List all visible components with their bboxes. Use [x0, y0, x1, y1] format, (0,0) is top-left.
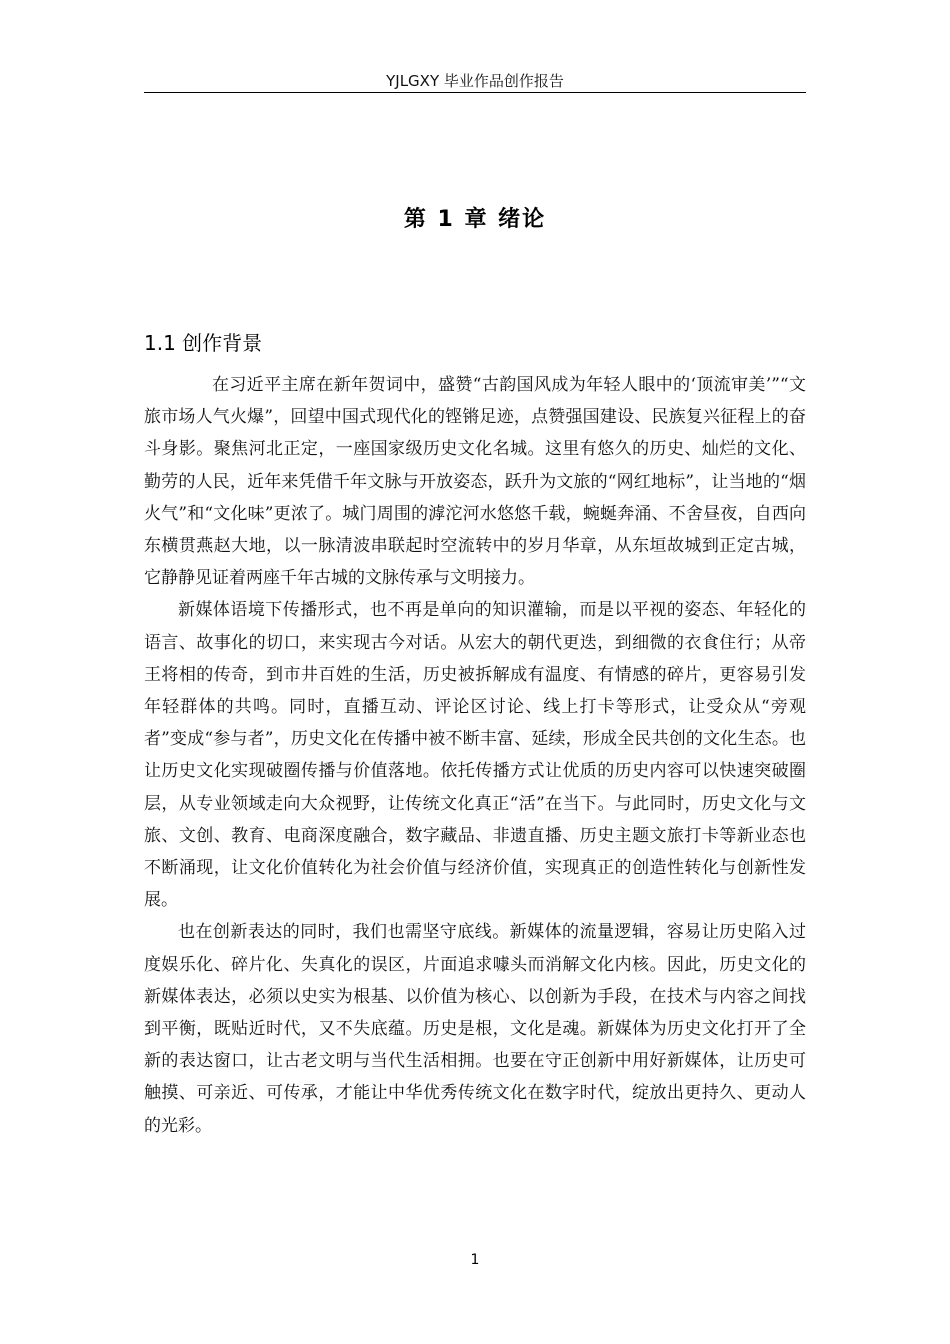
paragraph: 新媒体语境下传播形式，也不再是单向的知识灌输，而是以平视的姿态、年轻化的语言、故事化的切口，来实现古今对话。从宏大的朝代更迭，到细微的衣食住行；从帝王将相的传奇，到市井百姓的生活，历史被拆解成有温度、有情感的碎片，更容易引发年轻群体的共鸣。同时，直播互动、评论区讨论、线上打卡等形式，让受众从“旁观者”变成“参与者”，历史文化在传播中被不断丰富、延续，形成全民共创的文化生态。也让历史文化实现破圈传播与价值落地。依托传播方式让优质的历史内容可以快速突破圈层，从专业领域走向大众视野，让传统文化真正“活”在当下。与此同时，历史文化与文旅、文创、教育、电商深度融合，数字藏品、非遗直播、历史主题文旅打卡等新业态也不断涌现，让文化价值转化为社会价值与经济价值，实现真正的创造性转化与创新性发展。 — [144, 600, 806, 911]
paragraph: 也在创新表达的同时，我们也需坚守底线。新媒体的流量逻辑，容易让历史陷入过度娱乐化、碎片化、失真化的误区，片面追求噱头而消解文化内核。因此，历史文化的新媒体表达，必须以史实为根基、以价值为核心、以创新为手段，在技术与内容之间找到平衡，既贴近时代，又不失底蕴。历史是根，文化是魂。新媒体为历史文化打开了全新的表达窗口，让古老文明与当代生活相拥。也要在守正创新中用好新媒体，让历史可触摸、可亲近、可传承，才能让中华优秀传统文化在数字时代，绽放出更持久、更动人的光彩。 — [144, 922, 806, 1136]
page-number: 1 — [470, 1252, 480, 1268]
header-divider — [144, 92, 806, 93]
paragraph: 在习近平主席在新年贺词中，盛赞“古韵国风成为年轻人眼中的‘顶流审美’”“文旅市场人气火爆”，回望中国式现代化的铿锵足迹，点赞强国建设、民族复兴征程上的奋斗身影。聚焦河北正定，一座国家级历史文化名城。这里有悠久的历史、灿烂的文化、勤劳的人民，近年来凭借千年文脉与开放姿态，跃升为文旅的“网红地标”，让当地的“烟火气”和“文化味”更浓了。城门周围的滹沱河水悠悠千载，蜿蜒奔涌、不舍昼夜，自西向东横贯燕赵大地，以一脉清波串联起时空流转中的岁月华章，从东垣故城到正定古城，它静静见证着两座千年古城的文脉传承与文明接力。 — [144, 375, 806, 589]
body-text — [144, 369, 806, 1142]
section-title: 1.1 创作背景 — [144, 331, 263, 355]
running-header: YJLGXY 毕业作品创作报告 — [386, 72, 564, 90]
chapter-title: 第 1 章 绪论 — [403, 207, 547, 232]
